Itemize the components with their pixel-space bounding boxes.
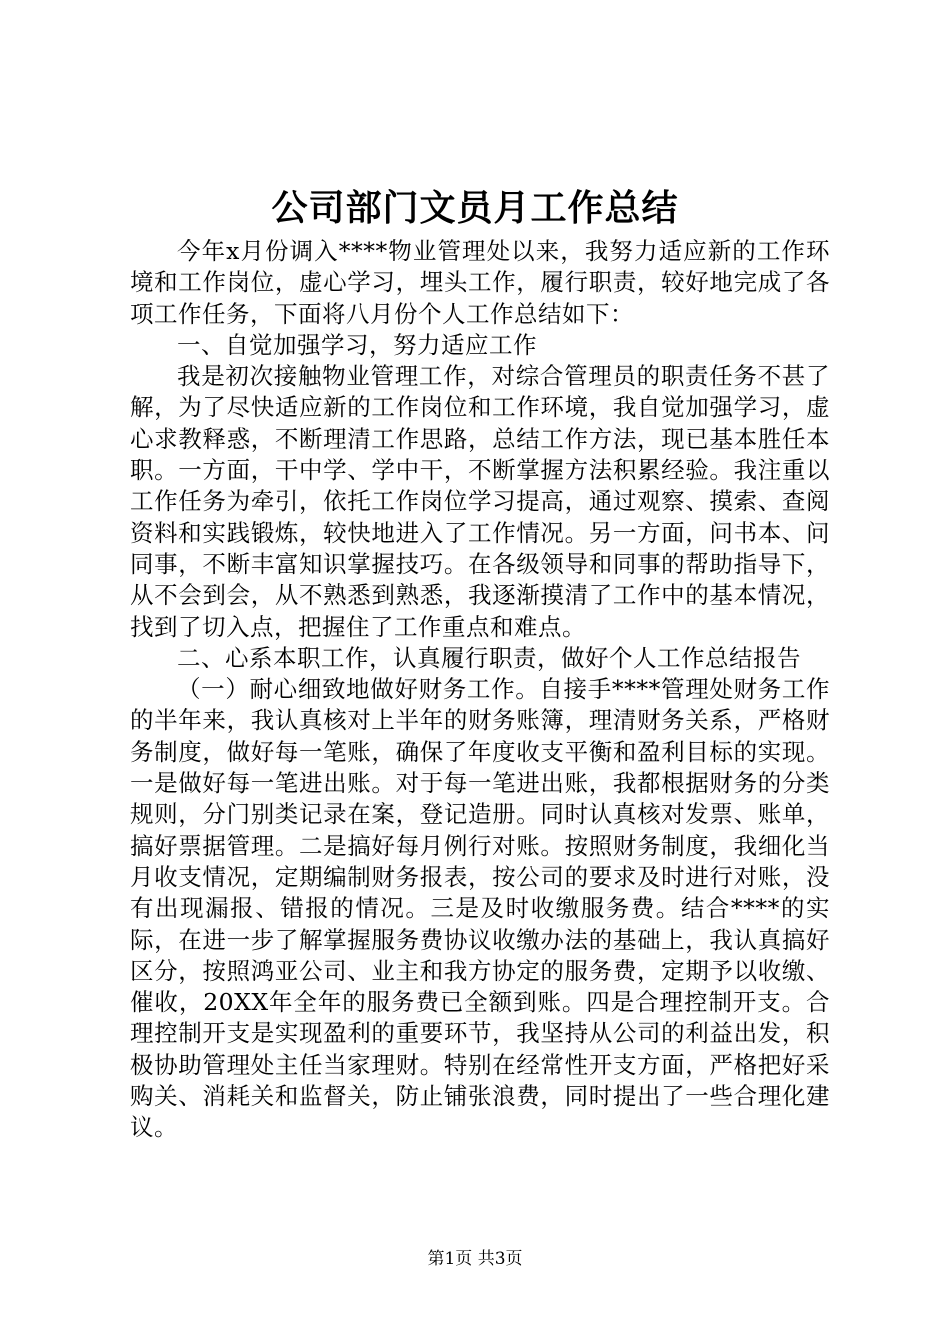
section-1-paragraph: 我是初次接触物业管理工作，对综合管理员的职责任务不甚了解，为了尽快适应新的工作岗位和工作环境，我自觉加强学习，虚心求教释惑，不断理清工作思路，总结工作方法，现已基本胜任本职。一方面，干中学、学中干，不断掌握方法积累经验。我注重以工作任务为牵引，依托工作岗位学习提高，通过观察、摸索、查阅资料和实践锻炼，较快地进入了工作情况。另一方面，问书本、问同事，不断丰富知识掌握技巧。在各级领导和同事的帮助指导下，从不会到会，从不熟悉到熟悉，我逐渐摸清了工作中的基本情况，找到了切入点，把握住了工作重点和难点。 [130, 362, 830, 641]
page-number-footer: 第1页 共3页 [427, 1249, 523, 1269]
section-2-paragraph: （一）耐心细致地做好财务工作。自接手****管理处财务工作的半年来，我认真核对上半年的财务账簿，理清财务关系，严格财务制度，做好每一笔账，确保了年度收支平衡和盈利目标的实现。一是做好每一笔进出账。对于每一笔进出账，我都根据财务的分类规则，分门别类记录在案，登记造册。同时认真核对发票、账单，搞好票据管理。二是搞好每月例行对账。按照财务制度，我细化当月收支情况，定期编制财务报表，按公司的要求及时进行对账，没有出现漏报、错报的情况。三是及时收缴服务费。结合****的实际，在进一步了解掌握服务费协议收缴办法的基础上，我认真搞好区分，按照鸿亚公司、业主和我方协定的服务费，定期予以收缴、催收，20XX年全年的服务费已全额到账。四是合理控制开支。合理控制开支是实现盈利的重要环节，我坚持从公司的利益出发，积极协助管理处主任当家理财。特别在经常性开支方面，严格把好采购关、消耗关和监督关，防止铺张浪费，同时提出了一些合理化建议。 [130, 675, 830, 1142]
section-heading-2: 二、心系本职工作，认真履行职责，做好个人工作总结报告 [177, 643, 801, 672]
document-title: 公司部门文员月工作总结 [271, 187, 679, 229]
intro-paragraph: 今年x月份调入****物业管理处以来，我努力适应新的工作环境和工作岗位，虚心学习，埋头工作，履行职责，较好地完成了各项工作任务，下面将八月份个人工作总结如下： [130, 237, 830, 328]
section-heading-1: 一、自觉加强学习，努力适应工作 [177, 330, 537, 359]
document-body [130, 236, 830, 1144]
